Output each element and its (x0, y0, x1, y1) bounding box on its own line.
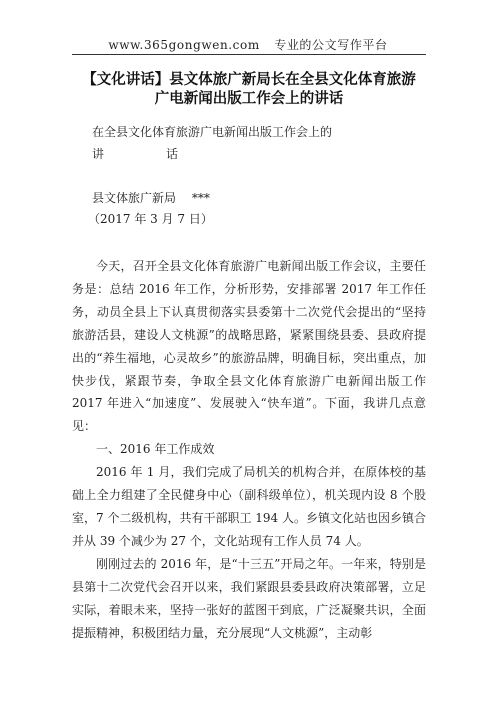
paragraph-2016-review: 刚刚过去的 2016 年，是“十三五”开局之年。一年来，特别是县第十二次党代会召开以来，我们紧跟县委县政府决策部署，立足实际，着眼未来，坚持一张好的蓝图干到底，广泛凝聚共识，全面提振精神，积极团结力量，充分展现“人文桃源”，主动彰 (72, 556, 426, 640)
speaker-line: 县文体旅广新局 *** (92, 191, 210, 205)
title-line-1: 【文化讲话】县文体旅广新局长在全县文化体育旅游 (82, 72, 416, 88)
speech-char-2: 话 (166, 147, 179, 161)
title-line-2: 广电新闻出版工作会上的讲话 (154, 91, 344, 107)
paragraph-intro: 今天，召开全县文化体育旅游广电新闻出版工作会议，主要任务是：总结 2016 年工作，分析形势，安排部署 2017 年工作任务，动员全县上下认真贯彻落实县委第十二次党代会提出的“坚持旅游活县，建设人文桃源”的战略思路，紧紧围绕县委、县政府提出的“养生福地，心灵故乡”的旅游品牌，明确目标，突出重点，加快步伐，紧跟节奏，争取全县文化体育旅游广电新闻出版工作 2017 年进入“加速度”、发展驶入“快车道”。下面，我讲几点意见： (72, 259, 426, 434)
body-text (72, 255, 426, 644)
site-header (0, 36, 496, 53)
section-heading-1: 一、2016 年工作成效 (96, 442, 215, 457)
site-url-link[interactable]: www.365gongwen.com (108, 38, 260, 52)
paragraph-2016-restructure: 2016 年 1 月，我们完成了局机关的机构合并，在原体校的基础上全力组建了全民健身中心（副科级单位），机关现内设 8 个股室，7 个二级机构，共有干部职工 194 人。乡镇文化站也因乡镇合并从 39 个减少为 27 个，文化站现有工作人员 74 人。 (72, 465, 426, 548)
date-line: （2017 年 3 月 7 日） (88, 212, 213, 226)
site-tagline: 专业的公文写作平台 (274, 38, 388, 52)
speech-label (92, 146, 178, 162)
document-title (72, 71, 426, 109)
speech-char-1: 讲 (92, 147, 105, 161)
occasion-line: 在全县文化体育旅游广电新闻出版工作会上的 (92, 125, 333, 139)
header-divider (72, 54, 426, 55)
